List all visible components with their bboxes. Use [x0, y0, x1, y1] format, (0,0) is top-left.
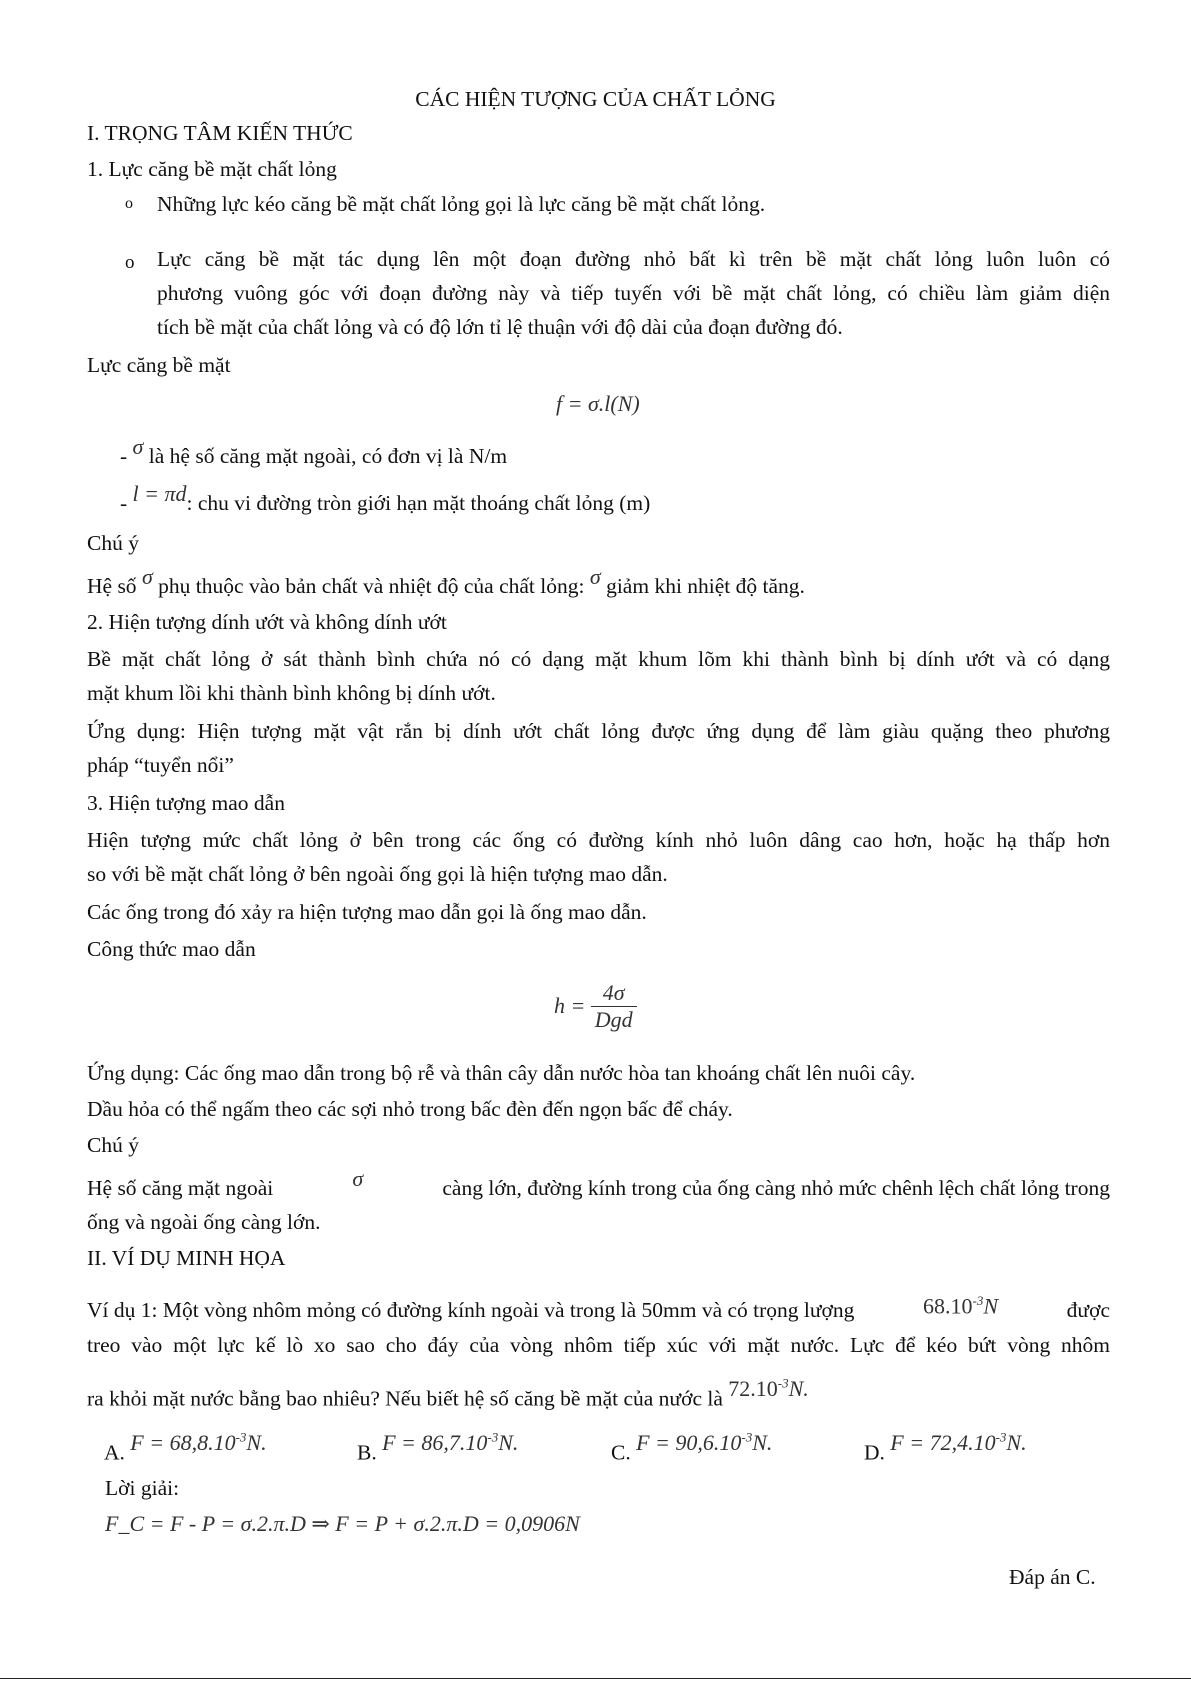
- capillary-para-line-2: so với bề mặt chất lỏng ở bên ngoài ống gọi là hiện tượng mao dẫn.: [87, 862, 668, 886]
- l-definition-text: : chu vi đường tròn giới hạn mặt thoáng chất lỏng (m): [186, 491, 651, 515]
- capillary-note-line-1: [87, 1166, 1110, 1203]
- subsection-3-heading: 3. Hiện tượng mao dẫn: [87, 791, 285, 815]
- note-label-2: Chú ý: [87, 1133, 139, 1157]
- note-text-1: Hệ số căng mặt ngoài: [87, 1176, 274, 1200]
- example-1-line-3: [87, 1378, 809, 1413]
- capillary-para-line-1: Hiện tượng mức chất lỏng ở bên trong các ống có đường kính nhỏ luôn dâng cao hơn, hoặc hạ thấp hơn: [87, 828, 1110, 852]
- wetting-para-line-2: mặt khum lồi khi thành bình không bị dính ướt.: [87, 681, 496, 705]
- option-value: $F = 90,6.10^{-3}N$.: [636, 1430, 773, 1456]
- bullet-2-line-1: Lực căng bề mặt tác dụng lên một đoạn đường nhỏ bất kì trên bề mặt chất lỏng luôn luôn có: [157, 247, 1110, 271]
- fraction-numerator: 4σ: [591, 980, 637, 1007]
- wetting-para-line-1: Bề mặt chất lỏng ở sát thành bình chứa nó có dạng mặt khum lõm khi thành bình bị dính ướt và có dạng: [87, 647, 1110, 671]
- option-label: C.: [611, 1440, 631, 1465]
- wetting-application-line-1: Ứng dụng: Hiện tượng mặt vật rắn bị dính ướt chất lỏng được ứng dụng để làm giàu quặng theo phương: [87, 719, 1110, 743]
- solution-label: Lời giải:: [105, 1476, 180, 1500]
- bullet-surface-tension-definition: Những lực kéo căng bề mặt chất lỏng gọi là lực căng bề mặt chất lỏng.: [157, 192, 766, 216]
- option-value: $F = 68,8.10^{-3}N$.: [130, 1430, 267, 1456]
- capillary-formula-lhs: h =: [554, 993, 586, 1019]
- fraction-denominator: Dgd: [594, 1006, 633, 1032]
- option-label: A.: [104, 1440, 125, 1465]
- sigma-symbol: σ: [132, 434, 144, 459]
- sigma-symbol: σ: [589, 564, 601, 589]
- formula-label: Lực căng bề mặt: [87, 353, 231, 377]
- option-value: $F = 72,4.10^{-3}N$.: [890, 1430, 1027, 1456]
- note-text-2: phụ thuộc vào bản chất và nhiệt độ của chất lỏng:: [158, 574, 585, 598]
- page-bottom-divider: [0, 1678, 1191, 1679]
- option-label: B.: [357, 1440, 377, 1465]
- answer: Đáp án C.: [1009, 1565, 1096, 1589]
- note-sigma-temperature: [87, 564, 805, 601]
- formula-expression: f = σ.l: [556, 391, 611, 416]
- wetting-application-line-2: pháp “tuyển nổi”: [87, 753, 234, 777]
- capillary-formula-label: Công thức mao dẫn: [87, 937, 256, 961]
- subsection-1-heading: 1. Lực căng bề mặt chất lỏng: [87, 157, 337, 181]
- example-1-line-1: [87, 1295, 1110, 1330]
- section-2-heading: II. VÍ DỤ MINH HỌA: [87, 1246, 286, 1270]
- example-text-end: được: [1066, 1298, 1110, 1322]
- bullet-2-line-3: tích bề mặt của chất lỏng và có độ lớn tỉ lệ thuận với độ dài của đoạn đường đó.: [157, 315, 843, 339]
- note-label: Chú ý: [87, 531, 139, 555]
- sigma-symbol: σ: [352, 1166, 364, 1191]
- option-c[interactable]: [611, 1432, 772, 1467]
- example-text: ra khỏi mặt nước bằng bao nhiêu? Nếu biết hệ số căng bề mặt của nước là: [87, 1386, 723, 1411]
- capillary-tube-definition: Các ống trong đó xảy ra hiện tượng mao dẫn gọi là ống mao dẫn.: [87, 900, 647, 924]
- option-d[interactable]: [864, 1432, 1027, 1467]
- option-value: $F = 86,7.10^{-3}N$.: [382, 1430, 519, 1456]
- capillary-application-2: Dầu hỏa có thể ngấm theo các sợi nhỏ trong bấc đèn đến ngọn bấc để cháy.: [87, 1097, 733, 1121]
- surface-tension-formula: [556, 389, 640, 419]
- sigma-definition: - σ là hệ số căng mặt ngoài, có đơn vị là N/m: [120, 434, 508, 468]
- note-text-2: càng lớn, đường kính trong của ống càng nhỏ mức chênh lệch chất lỏng trong: [442, 1176, 1110, 1200]
- option-label: D.: [864, 1440, 885, 1465]
- example-text: Ví dụ 1: Một vòng nhôm mỏng có đường kính ngoài và trong là 50mm và có trọng lượng: [87, 1298, 855, 1322]
- l-definition: - l = πd: chu vi đường tròn giới hạn mặt thoáng chất lỏng (m): [120, 481, 651, 515]
- bullet-marker: o: [125, 252, 135, 273]
- example-weight: $68.10^{-3}N$: [923, 1293, 999, 1319]
- bullet-2-line-2: phương vuông góc với đoạn đường này và tiếp tuyến với bề mặt chất lỏng, có chiều làm giảm diện: [157, 281, 1110, 305]
- water-surface-tension: $72.10^{-3}N$.: [728, 1376, 809, 1402]
- sigma-symbol: σ: [141, 564, 153, 589]
- document-title: CÁC HIỆN TƯỢNG CỦA CHẤT LỎNG: [415, 87, 776, 111]
- note-text-1: Hệ số: [87, 574, 137, 598]
- subsection-2-heading: 2. Hiện tượng dính ướt và không dính ướt: [87, 610, 447, 634]
- l-formula: l = πd: [132, 481, 187, 506]
- capillary-application-1: Ứng dụng: Các ống mao dẫn trong bộ rễ và thân cây dẫn nước hòa tan khoáng chất lên nuôi cây.: [87, 1061, 916, 1085]
- section-1-heading: I. TRỌNG TÂM KIẾN THỨC: [87, 121, 353, 145]
- sigma-definition-text: là hệ số căng mặt ngoài, có đơn vị là N/m: [148, 444, 508, 468]
- option-b[interactable]: [357, 1432, 518, 1467]
- solution-formula: F_C = F - P = σ.2.π.D ⇒ F = P + σ.2.π.D = 0,0906N: [105, 1511, 580, 1536]
- bullet-marker: o: [125, 195, 133, 212]
- capillary-note-line-2: ống và ngoài ống càng lớn.: [87, 1210, 321, 1234]
- capillary-formula-fraction: [591, 980, 637, 1033]
- capillary-formula: [554, 976, 637, 1036]
- option-a[interactable]: [104, 1432, 267, 1467]
- example-1-line-2: treo vào một lực kế lò xo sao cho đáy của vòng nhôm tiếp xúc với mặt nước. Lực để kéo bứt vòng nhôm: [87, 1333, 1110, 1357]
- note-text-3: giảm khi nhiệt độ tăng.: [606, 574, 805, 598]
- formula-unit: (N): [610, 391, 640, 416]
